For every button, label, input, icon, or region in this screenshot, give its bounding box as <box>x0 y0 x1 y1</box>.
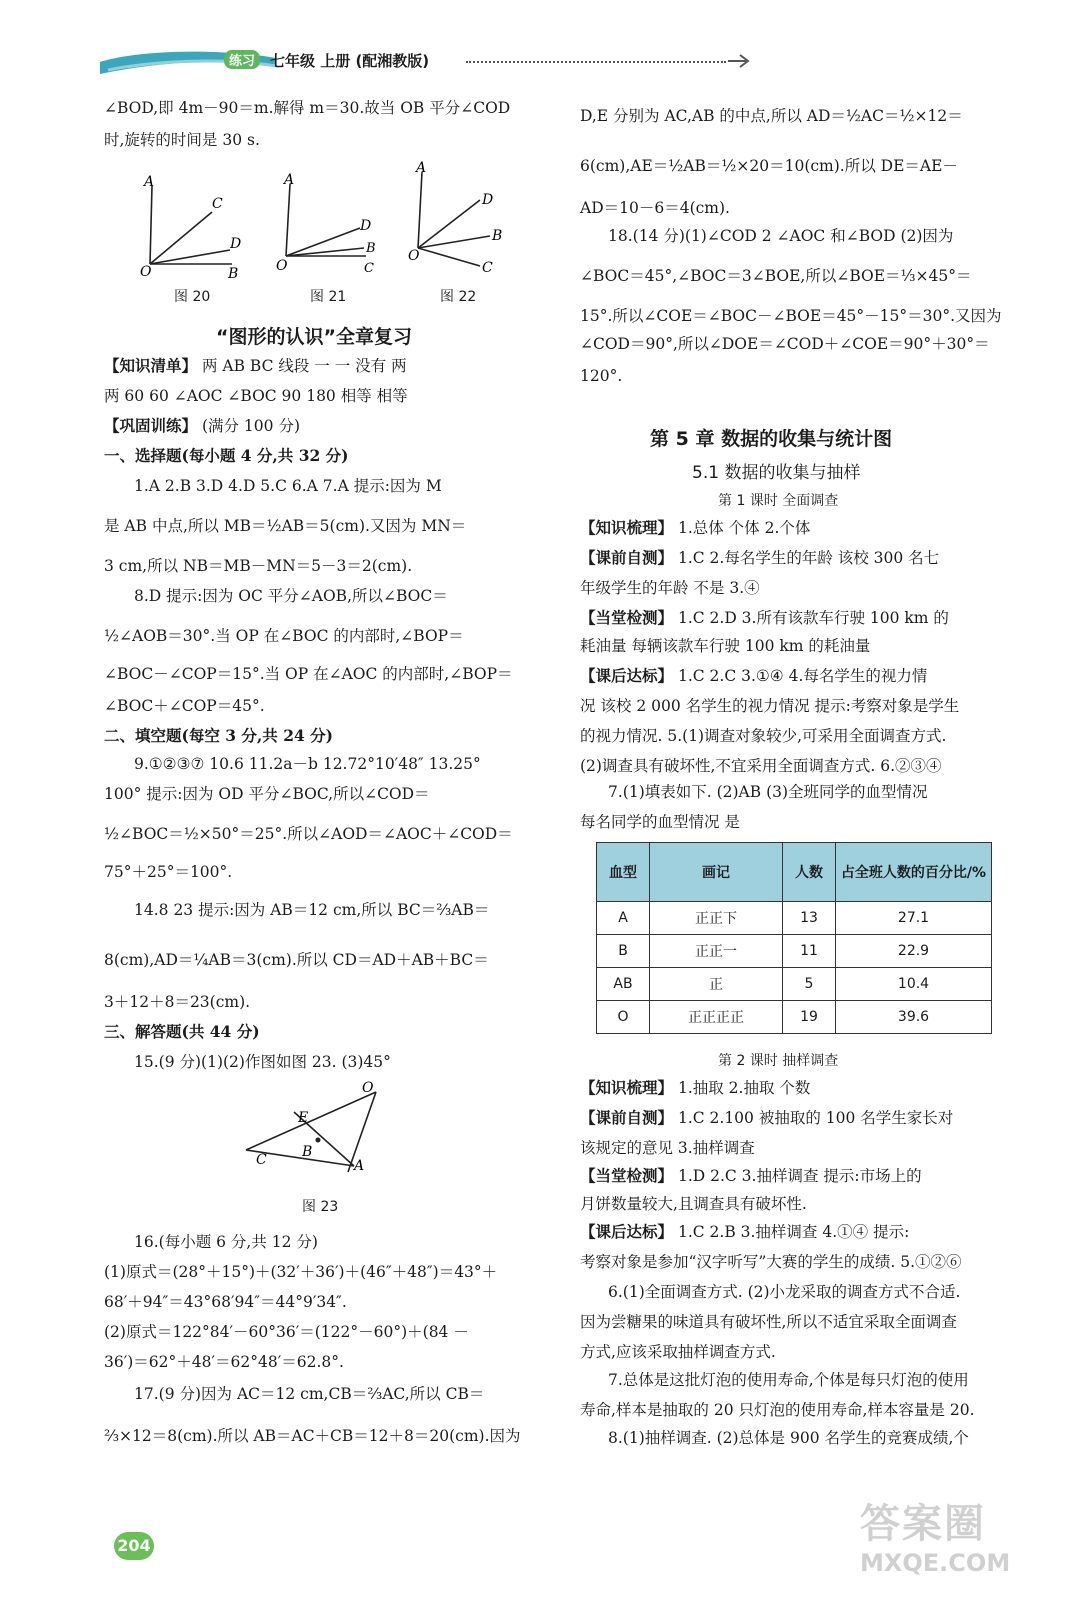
pre-test-line <box>580 548 939 568</box>
text: 1.C 2.每名学生的年龄 该校 300 名七 <box>677 549 940 567</box>
answer-line: 因为尝糖果的味道具有破坏性,所以不适宜采取全面调查 <box>580 1313 957 1331</box>
tag: 【课前自测】 <box>580 548 674 567</box>
cell: 正 <box>650 968 783 1001</box>
label-b: B <box>492 228 503 244</box>
ray-oa <box>150 186 152 264</box>
figure-23-caption: 图 23 <box>302 1199 339 1215</box>
tag: 【知识梳理】 <box>580 1078 674 1097</box>
col-header: 画记 <box>650 843 783 902</box>
header-arrow-icon <box>728 52 752 70</box>
section-heading: 一、选择题(每小题 4 分,共 32 分) <box>104 446 349 465</box>
header-title: 七年级 上册 (配湘教版) <box>270 52 430 70</box>
text: 1.C 2.B 3.抽样调查 4.①④ 提示: <box>677 1223 910 1241</box>
left-line: ∠BOD,即 4m－90＝m.解得 m＝30.故当 OB 平分∠COD <box>104 99 511 117</box>
answer-line: 8.(1)抽样调查. (2)总体是 900 名学生的竞赛成绩,个 <box>608 1429 969 1447</box>
cell: B <box>597 935 650 968</box>
cell: A <box>597 902 650 935</box>
cell: 19 <box>783 1001 836 1034</box>
label-d: D <box>230 236 242 252</box>
after-class-line <box>580 666 927 686</box>
label-b: B <box>366 241 376 256</box>
answer-line: ∠BOC－∠COP＝15°.当 OP 在∠AOC 的内部时,∠BOP＝ <box>104 665 513 683</box>
label-o: O <box>276 258 288 274</box>
lesson-title: 第 2 课时 抽样调查 <box>718 1053 839 1069</box>
answer-line: 每名同学的血型情况 是 <box>580 813 740 831</box>
header-dotted-rule <box>466 61 726 63</box>
answer-line: (1)原式＝(28°＋15°)＋(32′＋36′)＋(46″＋48″)＝43°＋ <box>104 1263 498 1281</box>
answer-line: 16.(每小题 6 分,共 12 分) <box>134 1233 318 1251</box>
answer-line: 120°. <box>580 367 623 385</box>
cell: 正正一 <box>650 935 783 968</box>
cell: 正正下 <box>650 902 783 935</box>
label-a: A <box>144 174 155 190</box>
text: 1.C 2.D 3.所有该款车行驶 100 km 的 <box>677 609 949 627</box>
consolidate-text: (满分 100 分) <box>201 417 300 435</box>
answer-line: 寿命,样本是抽取的 20 只灯泡的使用寿命,样本容量是 20. <box>580 1401 975 1419</box>
label-c: C <box>256 1152 267 1168</box>
cell: 22.9 <box>836 935 992 968</box>
cell: O <box>597 1001 650 1034</box>
knowledge-line <box>104 356 407 376</box>
cell: 27.1 <box>836 902 992 935</box>
pre-test-line <box>580 1108 953 1128</box>
figure-21 <box>272 168 392 278</box>
section-heading: 三、解答题(共 44 分) <box>104 1022 260 1041</box>
class-test-line <box>580 608 949 628</box>
label-o: O <box>408 248 420 264</box>
answer-line: 6(cm),AE＝½AB＝½×20＝10(cm).所以 DE＝AE－ <box>580 157 958 175</box>
tag: 【课后达标】 <box>580 1222 674 1241</box>
answer-line: 3＋12＋8＝23(cm). <box>104 993 251 1011</box>
answer-line: 75°＋25°＝100°. <box>104 863 233 881</box>
figure-20 <box>136 172 256 282</box>
text: 1.C 2.100 被抽取的 100 名学生家长对 <box>677 1109 954 1127</box>
answer-line: 1.A 2.B 3.D 4.D 5.C 6.A 7.A 提示:因为 M <box>134 477 442 495</box>
col-header: 血型 <box>597 843 650 902</box>
tag: 【当堂检测】 <box>580 1166 674 1185</box>
answer-line: 15°.所以∠COE＝∠BOC－∠BOE＝45°－15°＝30°.又因为 <box>580 307 1002 325</box>
answer-line: 年级学生的年龄 不是 3.④ <box>580 579 760 597</box>
answer-line: 耗油量 每辆该款车行驶 100 km 的耗油量 <box>580 637 871 655</box>
answer-line: 17.(9 分)因为 AC＝12 cm,CB＝⅔AC,所以 CB＝ <box>134 1385 485 1403</box>
knowledge-text: 两 AB BC 线段 一 一 没有 两 <box>201 357 407 375</box>
figure-22 <box>404 156 524 276</box>
lesson-title: 第 1 课时 全面调查 <box>718 493 839 509</box>
header-badge: 练习 <box>224 50 260 69</box>
text: 1.总体 个体 2.个体 <box>677 519 811 537</box>
answer-line: 9.①②③⑦ 10.6 11.2a－b 12.72°10′48″ 13.25° <box>134 755 481 773</box>
class-test-line <box>580 1166 922 1186</box>
tag: 【当堂检测】 <box>580 608 674 627</box>
table-row <box>597 902 992 935</box>
answer-line: ½∠AOB＝30°.当 OP 在∠BOC 的内部时,∠BOP＝ <box>104 627 464 645</box>
label-o: O <box>362 1080 374 1096</box>
consolidate-line <box>104 416 300 436</box>
answer-line: 8(cm),AD＝¼AB＝3(cm).所以 CD＝AD＋AB＋BC＝ <box>104 951 489 969</box>
answer-line: ⅔×12＝8(cm).所以 AB＝AC＋CB＝12＋8＝20(cm).因为 <box>104 1427 521 1445</box>
text: 1.D 2.C 3.抽样调查 提示:市场上的 <box>677 1167 922 1185</box>
answer-line: 36′)＝62°＋48′＝62°48′＝62.8°. <box>104 1353 344 1371</box>
label-b: B <box>228 266 239 282</box>
blood-type-table <box>596 842 992 1034</box>
label-a: A <box>416 160 427 176</box>
answer-line: 7.总体是这批灯泡的使用寿命,个体是每只灯泡的使用 <box>608 1371 969 1389</box>
answer-line: 68′＋94″＝43°68′94″＝44°9′34″. <box>104 1293 347 1311</box>
figure-21-caption: 图 21 <box>310 289 347 305</box>
answer-line: (2)调查具有破坏性,不宜采用全面调查方式. 6.②③④ <box>580 757 942 775</box>
answer-line: 考察对象是参加“汉字听写”大赛的学生的成绩. 5.①②⑥ <box>580 1253 962 1271</box>
answer-line: ∠BOC＋∠COP＝45°. <box>104 697 265 715</box>
ray-od <box>150 250 230 264</box>
answer-line: 是 AB 中点,所以 MB＝½AB＝5(cm).又因为 MN＝ <box>104 517 467 535</box>
answer-line: 况 该校 2 000 名学生的视力情况 提示:考察对象是学生 <box>580 697 960 715</box>
after-class-line <box>580 1222 909 1242</box>
label-e: E <box>298 1110 309 1126</box>
watermark-url: MXQE.COM <box>860 1549 1011 1577</box>
knowledge-line-2: 两 60 60 ∠AOC ∠BOC 90 180 相等 相等 <box>104 387 408 405</box>
cell: 11 <box>783 935 836 968</box>
answer-line: ∠COD＝90°,所以∠DOE＝∠COD＋∠COE＝90°＋30°＝ <box>580 335 990 353</box>
label-d: D <box>360 218 372 234</box>
table-row <box>597 935 992 968</box>
cell: 39.6 <box>836 1001 992 1034</box>
table-header-row <box>597 843 992 902</box>
page-number: 204 <box>114 1532 154 1560</box>
knowledge-tag: 【知识清单】 <box>104 356 198 375</box>
figure-23 <box>240 1078 390 1178</box>
answer-line: 方式,应该采取抽样调查方式. <box>580 1343 776 1361</box>
watermark <box>860 1492 1040 1592</box>
answer-line: 的视力情况. 5.(1)调查对象较少,可采用全面调查方式. <box>580 727 947 745</box>
answer-line: AD＝10－6＝4(cm). <box>580 199 730 217</box>
label-d: D <box>482 192 494 208</box>
review-title: “图形的认识”全章复习 <box>216 326 412 348</box>
watermark-logo-text: 答案圈 <box>860 1501 986 1547</box>
answer-line: D,E 分别为 AC,AB 的中点,所以 AD＝½AC＝½×12＝ <box>580 107 963 125</box>
answer-line: 18.(14 分)(1)∠COD 2 ∠AOC 和∠BOD (2)因为 <box>608 227 954 245</box>
answer-line: ½∠BOC＝½×50°＝25°.所以∠AOD＝∠AOC＋∠COD＝ <box>104 825 513 843</box>
answer-line: 3 cm,所以 NB＝MB－MN＝5－3＝2(cm). <box>104 557 413 575</box>
figure-22-caption: 图 22 <box>440 289 477 305</box>
tag: 【课后达标】 <box>580 666 674 685</box>
tag: 【课前自测】 <box>580 1108 674 1127</box>
cell: 10.4 <box>836 968 992 1001</box>
col-header: 人数 <box>783 843 836 902</box>
cell: 13 <box>783 902 836 935</box>
knowledge-line <box>580 518 810 538</box>
answer-line: 该规定的意见 3.抽样调查 <box>580 1139 755 1157</box>
cell: 5 <box>783 968 836 1001</box>
text: 1.C 2.C 3.①④ 4.每名学生的视力情 <box>677 667 928 685</box>
answer-line: 月饼数量较大,且调查具有破坏性. <box>580 1195 807 1213</box>
ray-oc <box>150 212 212 264</box>
tag: 【知识梳理】 <box>580 518 674 537</box>
text: 1.抽取 2.抽取 个数 <box>677 1079 811 1097</box>
answer-line: ∠BOC＝45°,∠BOC＝3∠BOE,所以∠BOE＝⅓×45°＝ <box>580 267 972 285</box>
consolidate-tag: 【巩固训练】 <box>104 416 198 435</box>
answer-line: 15.(9 分)(1)(2)作图如图 23. (3)45° <box>134 1053 391 1071</box>
label-c: C <box>364 261 374 276</box>
chapter-title: 第 5 章 数据的收集与统计图 <box>650 428 893 450</box>
label-c: C <box>482 260 493 276</box>
answer-line: 6.(1)全面调查方式. (2)小龙采取的调查方式不合适. <box>608 1283 961 1301</box>
answer-line: 7.(1)填表如下. (2)AB (3)全班同学的血型情况 <box>608 783 928 801</box>
label-c: C <box>212 196 223 212</box>
left-line: 时,旋转的时间是 30 s. <box>104 131 260 149</box>
label-b: B <box>302 1144 313 1160</box>
cell: 正正正正 <box>650 1001 783 1034</box>
label-o: O <box>140 264 152 280</box>
answer-line: 100° 提示:因为 OD 平分∠BOC,所以∠COD＝ <box>104 785 430 803</box>
answer-line: 8.D 提示:因为 OC 平分∠AOB,所以∠BOC＝ <box>134 587 448 605</box>
cell: AB <box>597 968 650 1001</box>
table-row <box>597 1001 992 1034</box>
table-row <box>597 968 992 1001</box>
section-title: 5.1 数据的收集与抽样 <box>692 463 861 483</box>
answer-line: (2)原式＝122°84′－60°36′＝(122°－60°)＋(84 － <box>104 1323 469 1341</box>
running-header <box>98 44 758 80</box>
figure-20-caption: 图 20 <box>174 289 211 305</box>
label-a: A <box>284 172 295 188</box>
col-header: 占全班人数的百分比/% <box>836 843 992 902</box>
answer-line: 14.8 23 提示:因为 AB＝12 cm,所以 BC＝⅔AB＝ <box>134 901 490 919</box>
knowledge-line <box>580 1078 810 1098</box>
label-a: A <box>354 1158 365 1174</box>
section-heading: 二、填空题(每空 3 分,共 24 分) <box>104 726 334 745</box>
